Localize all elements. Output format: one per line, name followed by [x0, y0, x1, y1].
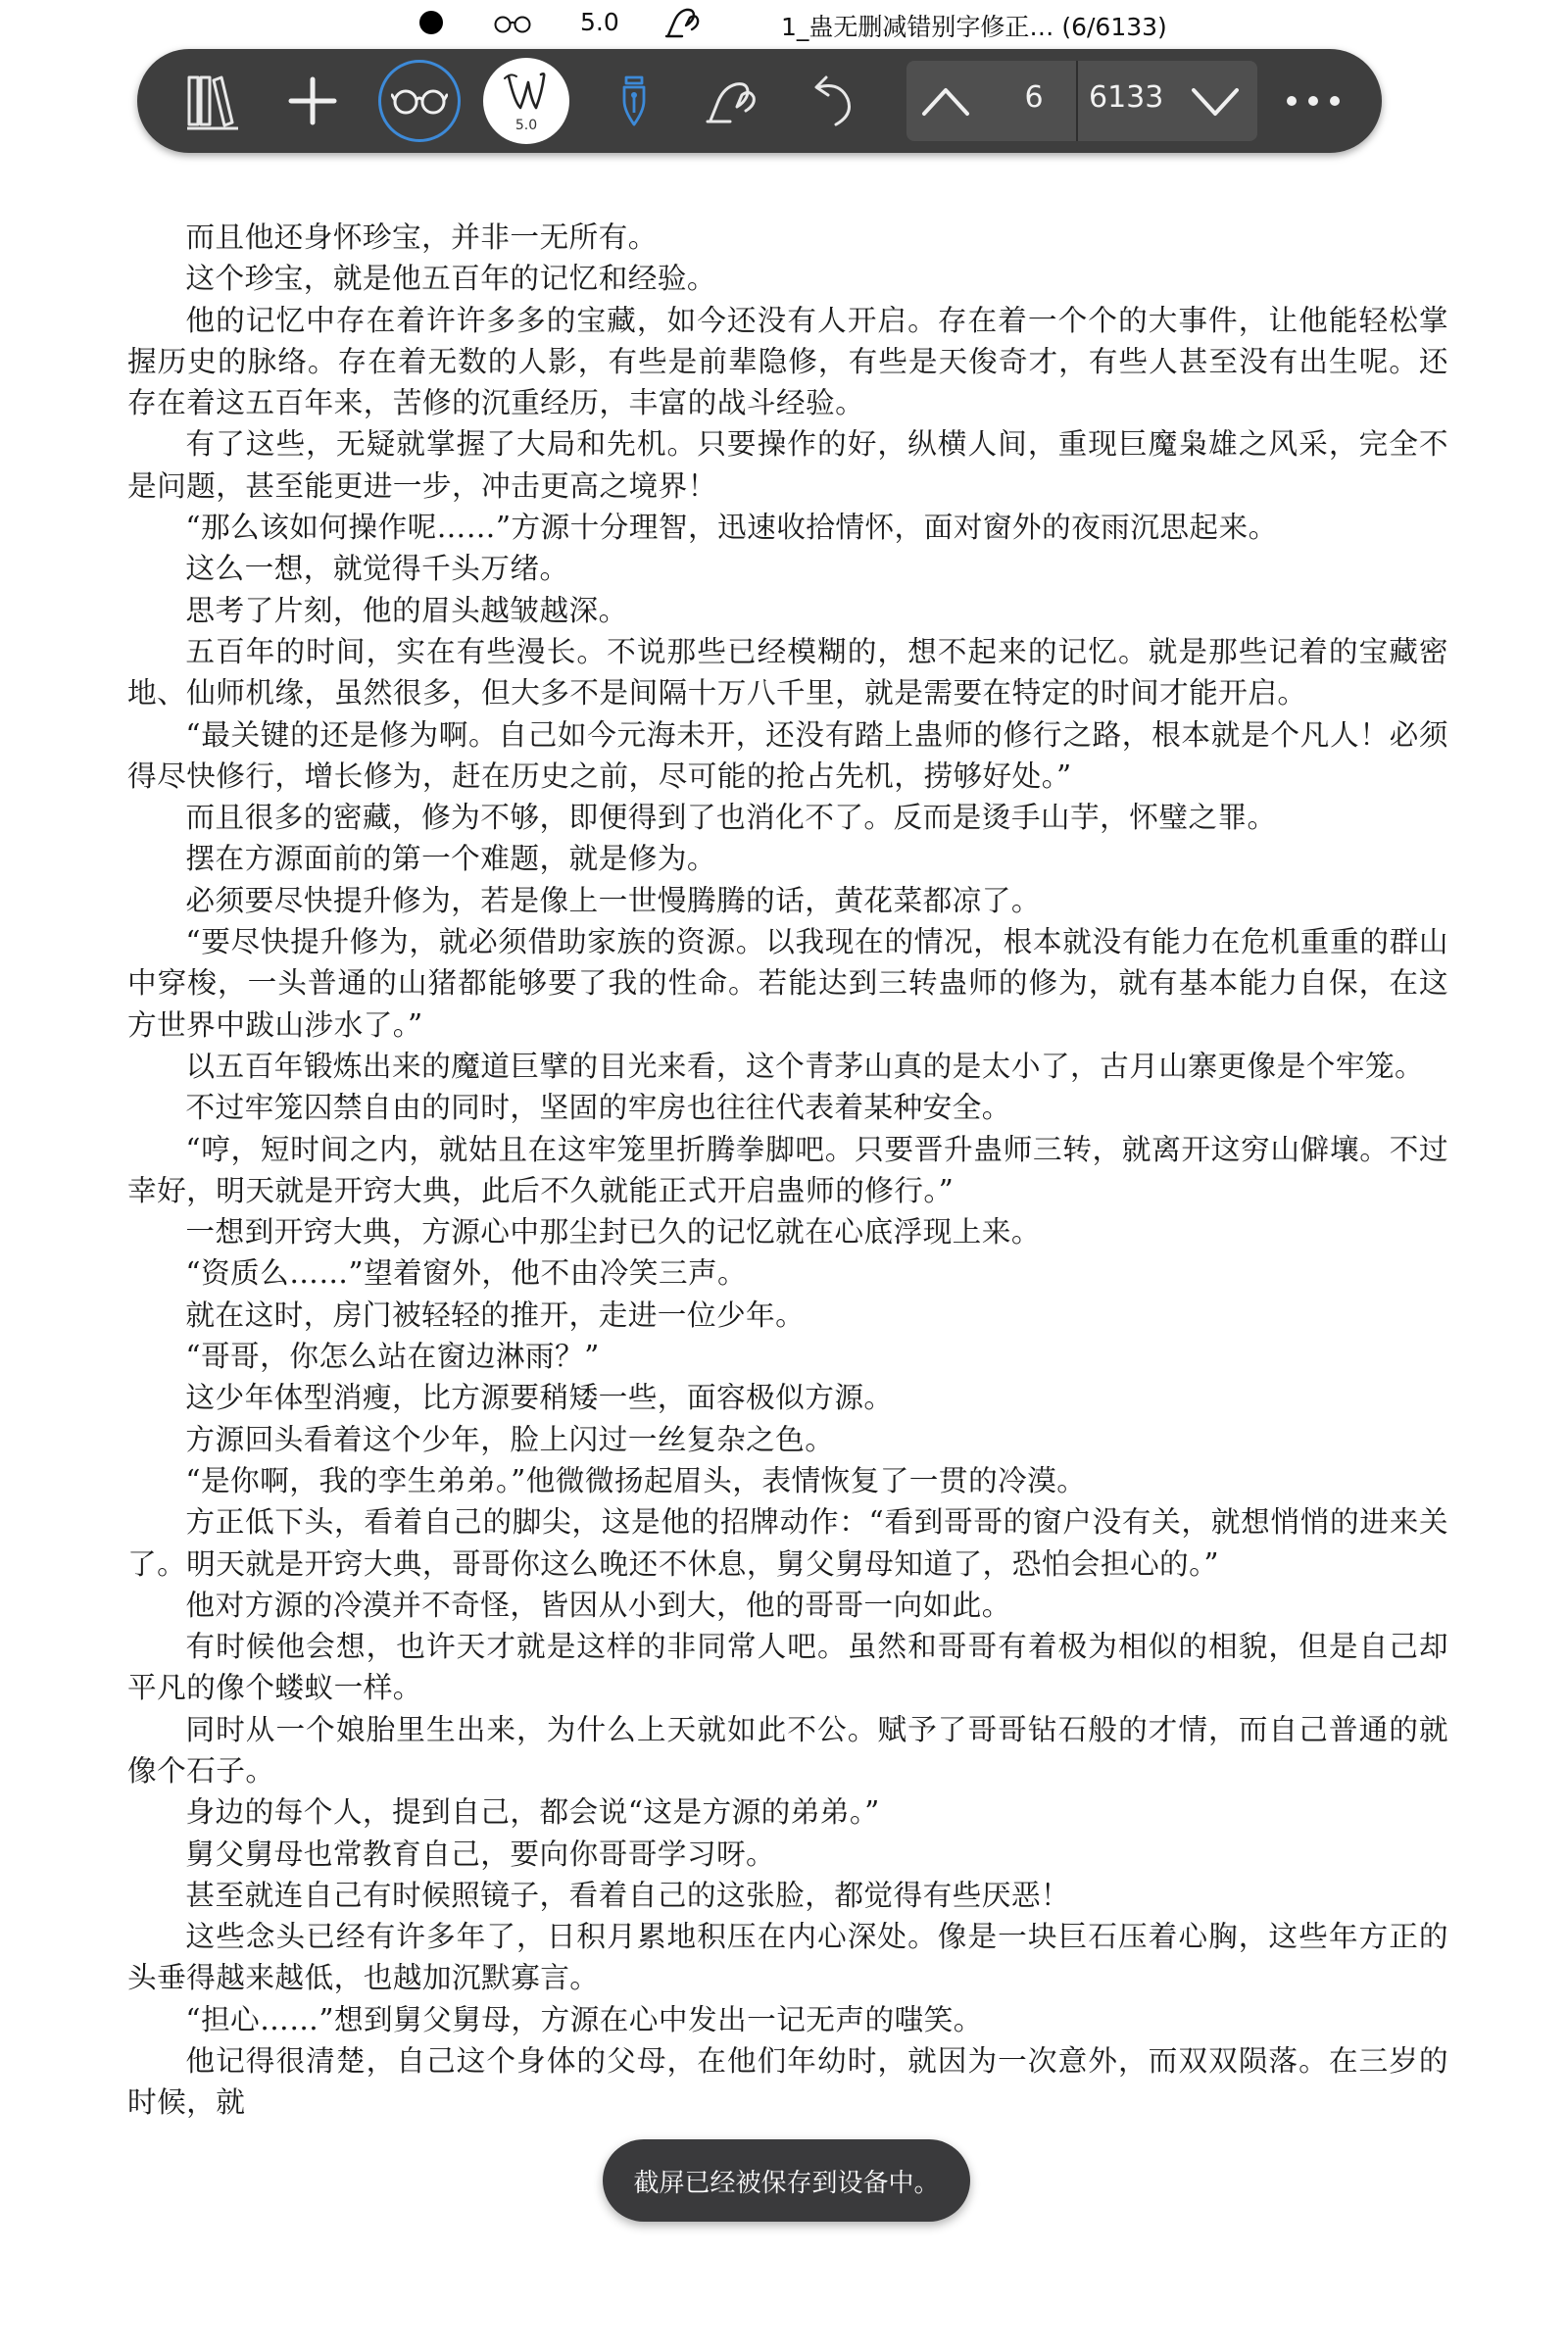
paragraph: “担心……”想到舅父舅母，方源在心中发出一记无声的嗤笑。: [185, 2002, 983, 2037]
paragraph: 身边的每个人，提到自己，都会说“这是方源的弟弟。”: [185, 1795, 880, 1831]
status-line: [0, 0, 1568, 47]
paragraph: 舅父舅母也常教育自己，要向你哥哥学习呀。: [185, 1837, 776, 1872]
prev-page-button[interactable]: [916, 74, 975, 127]
library-button[interactable]: [176, 67, 249, 135]
pager-divider: [1076, 61, 1078, 141]
paragraph: 必须要尽快提升修为，若是像上一世慢腾腾的话，黄花菜都凉了。: [185, 883, 1041, 918]
paragraph: 这么一想，就觉得千头万绪。: [185, 552, 569, 587]
undo-button[interactable]: [794, 67, 866, 135]
paragraph: 方正低下头，看着自己的脚尖，这是他的招牌动作：“看到哥哥的窗户没有关，就想悄悄的进来关了。明天就是开窍大典，哥哥你这么晚还不休息，舅父舅母知道了，恐怕会担心的。”: [127, 1505, 1448, 1582]
paragraph: 他记得很清楚，自己这个身体的父母，在他们年幼时，就因为一次意外，而双双陨落。在三岁的时候，就: [127, 2044, 1448, 2121]
record-dot-icon: [419, 11, 443, 34]
paragraph: 甚至就连自己有时候照镜子，看着自己的这张脸，都觉得有些厌恶！: [185, 1878, 1071, 1913]
glasses-icon: [391, 86, 448, 116]
fountain-pen-icon: [614, 74, 654, 128]
pen-button[interactable]: [598, 67, 670, 135]
paragraph: 不过牢笼囚禁自由的同时，坚固的牢房也往往代表着某种安全。: [185, 1091, 1011, 1126]
paragraph: 这少年体型消瘦，比方源要稍矮一些，面容极似方源。: [185, 1381, 894, 1416]
screenshot-saved-toast: 截屏已经被保存到设备中。: [603, 2139, 970, 2222]
paragraph: 他的记忆中存在着许许多多的宝藏，如今还没有人开启。存在着一个个的大事件，让他能轻松掌握历史的脉络。存在着无数的人影，有些是前辈隐修，有些是天俊奇才，有些人甚至没有出生呢。还存在着这五百年来，苦修的沉重经历，丰富的战斗经验。: [127, 303, 1448, 421]
chevron-up-icon: [916, 74, 975, 127]
paragraph: 他对方源的冷漠并不奇怪，皆因从小到大，他的哥哥一向如此。: [185, 1588, 1011, 1623]
document-title: 1_蛊无删减错别字修正… (6/6133): [781, 13, 1167, 41]
paragraph: 思考了片刻，他的眉头越皱越深。: [185, 593, 628, 628]
reading-mode-icon: [493, 12, 532, 40]
next-page-button[interactable]: [1186, 74, 1245, 127]
paragraph: 而且他还身怀珍宝，并非一无所有。: [185, 220, 658, 255]
paragraph: 就在这时，房门被轻轻的推开，走进一位少年。: [185, 1298, 806, 1333]
library-icon: [185, 72, 240, 130]
paragraph: 方源回头看着这个少年，脸上闪过一丝复杂之色。: [185, 1422, 835, 1457]
paragraph: “哥哥，你怎么站在窗边淋雨？”: [185, 1340, 600, 1375]
paragraph: 而且很多的密藏，修为不够，即便得到了也消化不了。反而是烫手山芋，怀璧之罪。: [185, 801, 1277, 836]
document-page: [127, 218, 1448, 2125]
paragraph: “是你啊，我的孪生弟弟。”他微微扬起眉头，表情恢复了一贯的冷漠。: [185, 1463, 1087, 1498]
plus-icon: [287, 75, 338, 126]
undo-icon: [805, 74, 856, 128]
paragraph: 这些念头已经有许多年了，日积月累地积压在内心深处。像是一块巨石压着心胸，这些年方正的头垂得越来越低，也越加沉默寡言。: [127, 1920, 1448, 1996]
paragraph: 摆在方源面前的第一个难题，就是修为。: [185, 842, 716, 877]
status-version: 5.0: [580, 8, 619, 36]
page-navigator: [906, 61, 1257, 141]
signature-icon: [664, 4, 704, 45]
paragraph: “哼，短时间之内，就姑且在这牢笼里折腾拳脚吧。只要晋升蛊师三转，就离开这穷山僻壤。不过幸好，明天就是开窍大典，此后不久就能正式开启蛊师的修行。”: [127, 1132, 1448, 1208]
paragraph: “资质么……”望着窗外，他不由冷笑三声。: [185, 1256, 748, 1292]
total-pages: 6133: [1089, 80, 1164, 115]
chevron-down-icon: [1186, 74, 1245, 127]
reading-mode-button[interactable]: [378, 60, 461, 142]
paragraph: “要尽快提升修为，就必须借助家族的资源。以我现在的情况，根本就没有能力在危机重重的群山中穿梭，一头普通的山猪都能够要了我的性命。若能达到三转蛊师的修为，就有基本能力自保，在这方世界中跋山涉水了。”: [127, 925, 1448, 1043]
paragraph: 以五百年锻炼出来的魔道巨擘的目光来看，这个青茅山真的是太小了，古月山寨更像是个牢笼。: [185, 1049, 1425, 1084]
paragraph: “最关键的还是修为啊。自己如今元海未开，还没有踏上蛊师的修行之路，根本就是个凡人！必须得尽快修行，增长修为，赶在历史之前，尽可能的抢占先机，捞够好处。”: [127, 717, 1448, 794]
signature-draw-icon: [705, 75, 760, 126]
signature-logo-icon: [499, 69, 554, 120]
paragraph: 有了这些，无疑就掌握了大局和先机。只要操作的好，纵横人间，重现巨魔枭雄之风采，完全不是问题，甚至能更进一步，冲击更高之境界！: [127, 427, 1448, 504]
more-button[interactable]: [1274, 67, 1352, 135]
sign-version: 5.0: [514, 118, 538, 133]
paragraph: 这个珍宝，就是他五百年的记忆和经验。: [185, 262, 716, 297]
paragraph: 五百年的时间，实在有些漫长。不说那些已经模糊的，想不起来的记忆。就是那些记着的宝藏密地、仙师机缘，虽然很多，但大多不是间隔十万八千里，就是需要在特定的时间才能开启。: [127, 634, 1448, 711]
add-button[interactable]: [276, 67, 349, 135]
current-page[interactable]: 6: [1024, 80, 1044, 115]
reader-toolbar: [137, 49, 1382, 153]
more-icon: [1284, 93, 1343, 109]
paragraph: 同时从一个娘胎里生出来，为什么上天就如此不公。赋予了哥哥钻石般的才情，而自己普通的就像个石子。: [127, 1712, 1448, 1788]
paragraph: “那么该如何操作呢……”方源十分理智，迅速收拾情怀，面对窗外的夜雨沉思起来。: [185, 511, 1278, 546]
sign-button[interactable]: [483, 58, 569, 144]
paragraph: 一想到开窍大典，方源心中那尘封已久的记忆就在心底浮现上来。: [185, 1215, 1041, 1250]
signature-button[interactable]: [696, 67, 768, 135]
paragraph: 有时候他会想，也许天才就是这样的非同常人吧。虽然和哥哥有着极为相似的相貌，但是自己却平凡的像个蝼蚁一样。: [127, 1630, 1448, 1706]
